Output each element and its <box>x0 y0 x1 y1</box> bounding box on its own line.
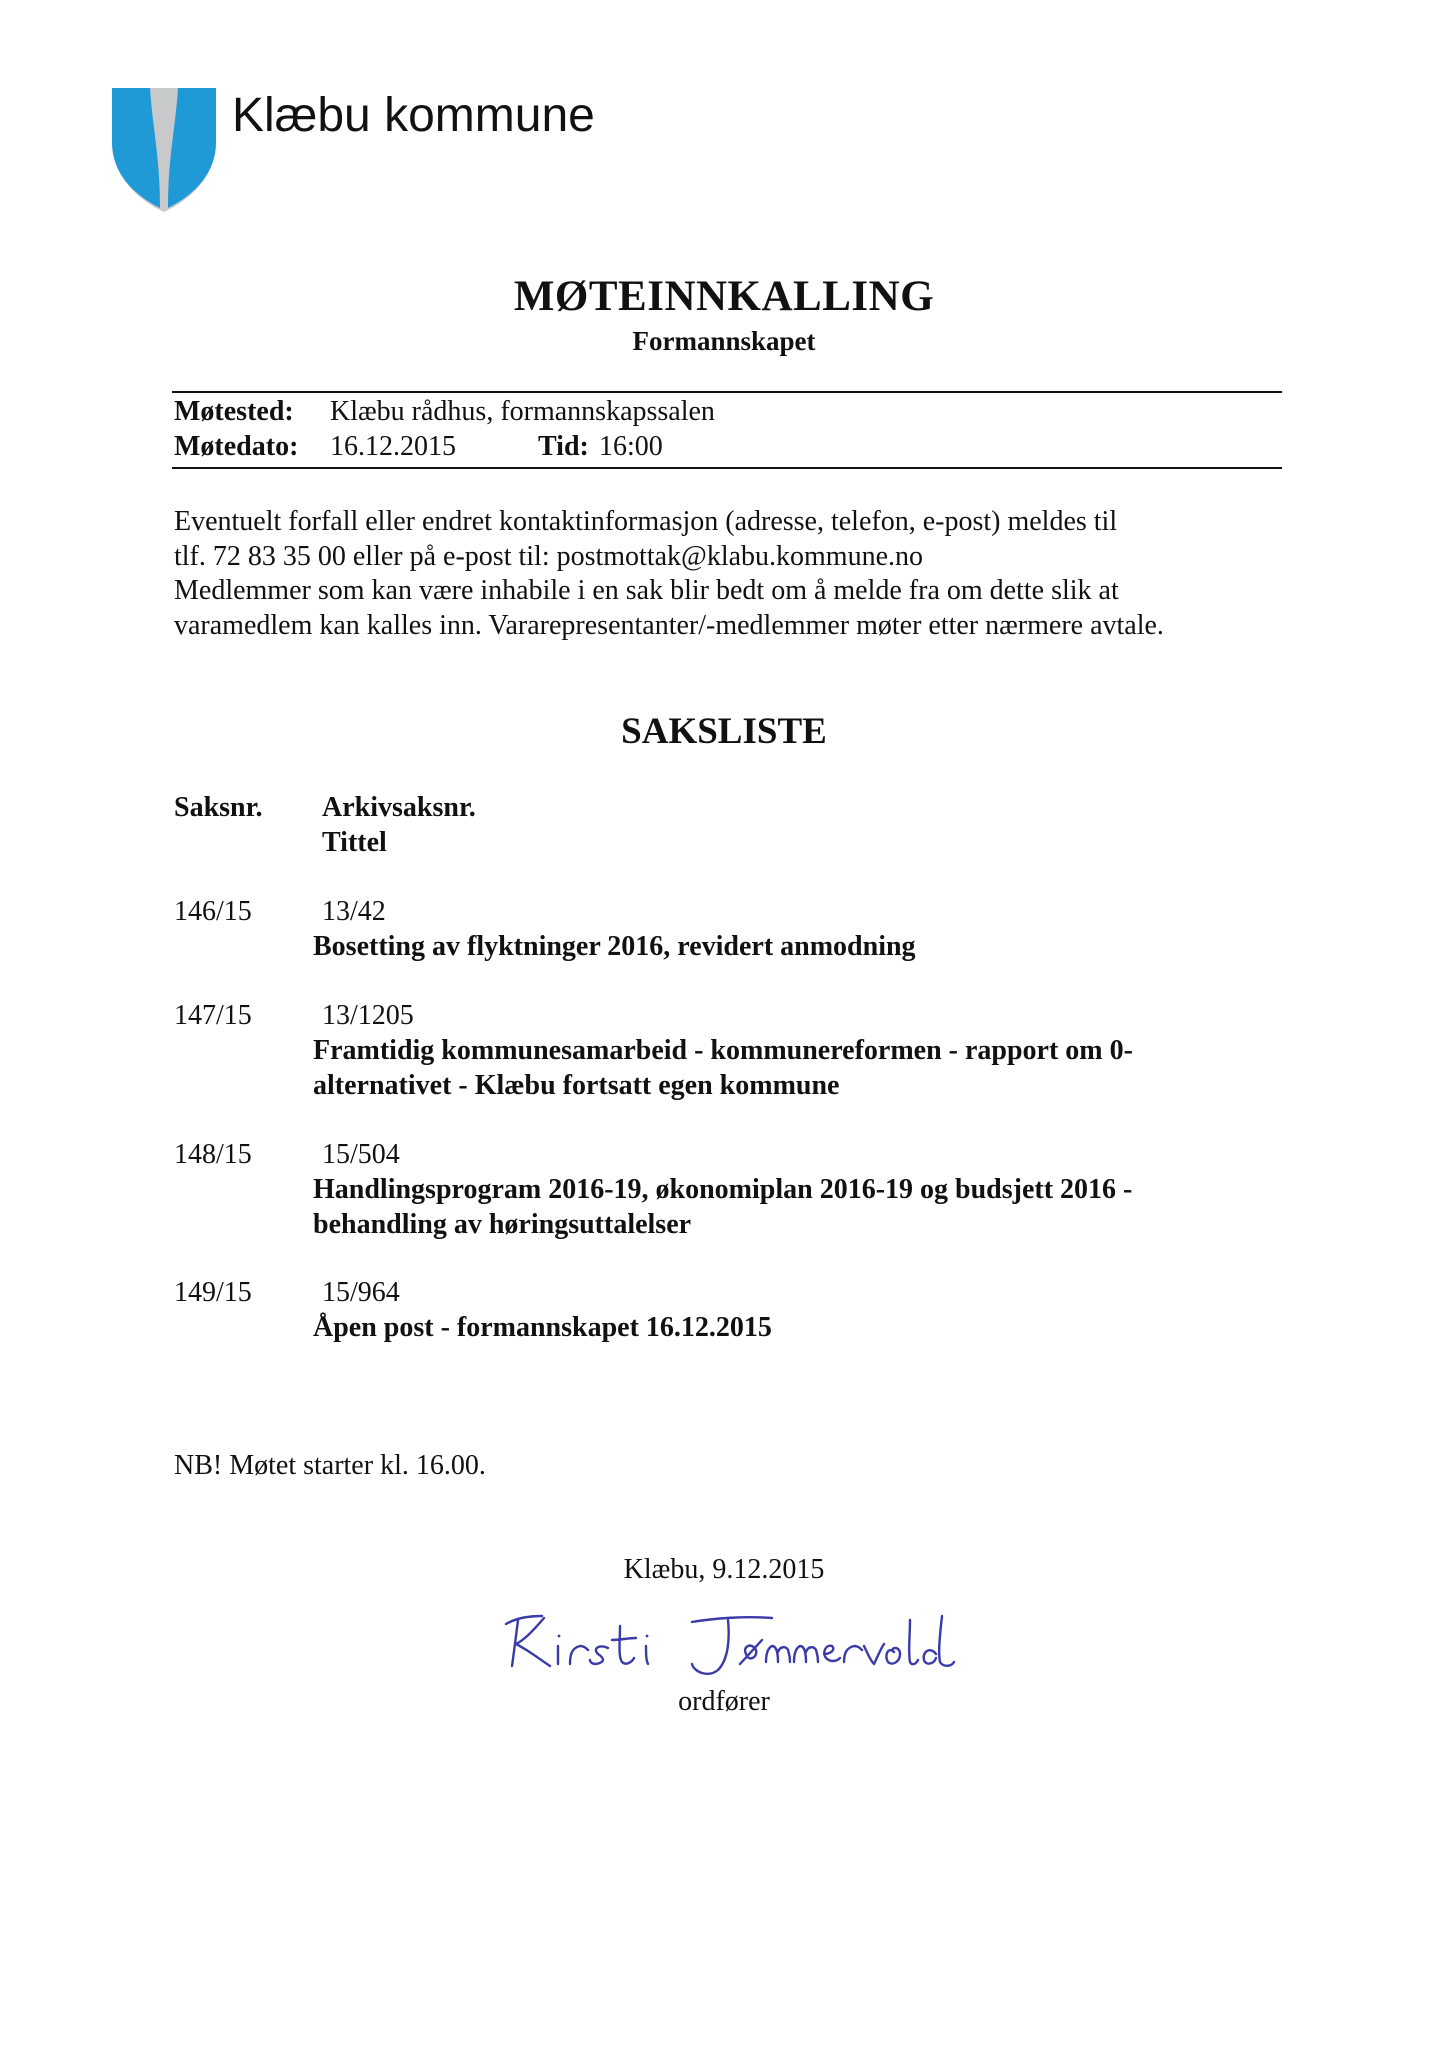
archive-number: 13/42 <box>322 896 386 927</box>
case-title-line: Bosetting av flyktninger 2016, revidert anmodning <box>313 931 916 962</box>
case-title <box>313 930 916 965</box>
case-list-heading: SAKSLISTE <box>621 711 827 752</box>
column-header-archive-no: Arkivsaksnr. <box>322 792 476 823</box>
meeting-date-label: Møtedato: <box>174 431 299 462</box>
case-title <box>313 1311 772 1346</box>
handwritten-signature <box>496 1600 956 1680</box>
column-header-case-no: Saksnr. <box>174 792 263 823</box>
meeting-date: 16.12.2015 <box>330 431 456 462</box>
case-title-line: behandling av høringsuttalelser <box>313 1208 692 1240</box>
meeting-place: Klæbu rådhus, formannskapssalen <box>330 396 715 427</box>
municipality-logo <box>110 84 218 214</box>
case-title <box>313 1034 1133 1103</box>
document-subtitle: Formannskapet <box>632 326 816 356</box>
archive-number: 13/1205 <box>322 1000 414 1031</box>
case-number: 147/15 <box>174 1000 252 1031</box>
case-title-line: Framtidig kommunesamarbeid - kommunereformen - rapport om 0- <box>313 1035 1133 1066</box>
meeting-time: 16:00 <box>599 431 663 462</box>
place-and-date: Klæbu, 9.12.2015 <box>623 1554 825 1585</box>
case-title <box>313 1173 1132 1242</box>
case-title-line: Åpen post - formannskapet 16.12.2015 <box>313 1312 772 1343</box>
case-number: 146/15 <box>174 896 252 927</box>
notice-line: Medlemmer som kan være inhabile i en sak blir bedt om å melde fra om dette slik at <box>174 575 1119 606</box>
start-time-note: NB! Møtet starter kl. 16.00. <box>174 1450 486 1481</box>
notice-line: varamedlem kan kalles inn. Vararepresentanter/-medlemmer møter etter nærmere avtale. <box>174 609 1164 641</box>
notice-paragraph <box>174 505 1284 643</box>
meeting-place-label: Møtested: <box>174 396 294 427</box>
case-title-line: alternativet - Klæbu fortsatt egen kommune <box>313 1069 840 1101</box>
divider-bottom <box>172 467 1282 469</box>
archive-number: 15/964 <box>322 1277 400 1308</box>
coat-of-arms-icon <box>110 84 218 214</box>
document-title: MØTEINNKALLING <box>513 273 935 320</box>
signer-role: ordfører <box>678 1686 770 1717</box>
notice-line: tlf. 72 83 35 00 eller på e-post til: postmottak@klabu.kommune.no <box>174 540 924 572</box>
archive-number: 15/504 <box>322 1139 400 1170</box>
case-number: 148/15 <box>174 1139 252 1170</box>
divider-top <box>172 391 1282 393</box>
notice-line: Eventuelt forfall eller endret kontaktinformasjon (adresse, telefon, e-post) meldes til <box>174 506 1118 537</box>
column-header-title: Tittel <box>322 827 387 858</box>
signature-icon <box>496 1600 956 1680</box>
case-title-line: Handlingsprogram 2016-19, økonomiplan 2016-19 og budsjett 2016 - <box>313 1174 1133 1205</box>
municipality-name: Klæbu kommune <box>232 89 595 142</box>
meeting-time-label: Tid: <box>538 431 589 462</box>
case-number: 149/15 <box>174 1277 252 1308</box>
